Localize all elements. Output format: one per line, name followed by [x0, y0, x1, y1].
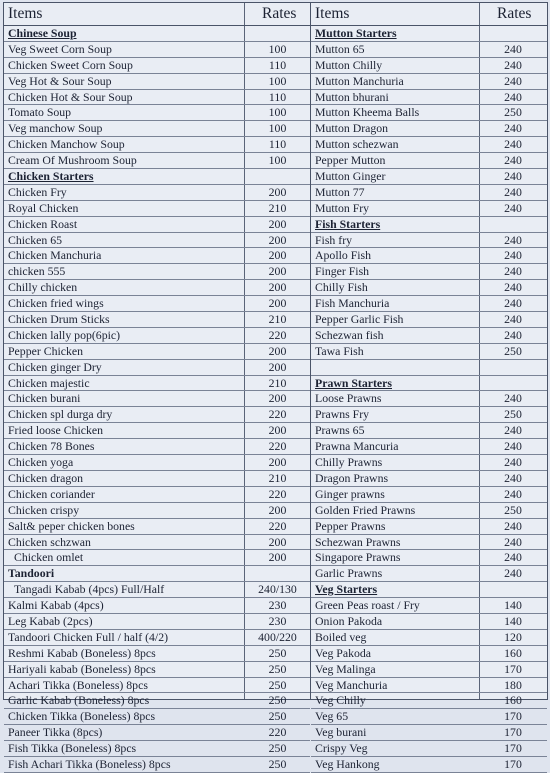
item-price: 110: [268, 89, 287, 104]
menu-item-row: [311, 296, 547, 312]
item-price: 400/220: [258, 629, 297, 644]
item-name: Veg Hankong: [315, 756, 380, 771]
menu-item-row: [4, 757, 310, 773]
item-price: 240: [504, 200, 522, 215]
menu-item-row: [4, 725, 310, 741]
item-price: 250: [268, 645, 287, 660]
section-heading-row: [311, 217, 547, 233]
menu-item-row: [311, 121, 547, 137]
item-name: Veg manchow Soup: [8, 121, 103, 136]
item-name: Ginger prawns: [315, 486, 385, 501]
item-price: 240: [504, 550, 522, 565]
item-name: Chicken 65: [8, 232, 63, 247]
menu-item-row: [4, 42, 310, 58]
item-name: Veg Malinga: [315, 661, 376, 676]
item-name: Chicken Manchuria: [8, 248, 102, 263]
item-name: Schezwan fish: [315, 327, 384, 342]
menu-item-row: [311, 709, 547, 725]
item-price: 200: [268, 216, 287, 231]
menu-item-row: [4, 201, 310, 217]
item-name: Tangadi Kabab (4pcs) Full/Half: [14, 582, 165, 597]
item-price: 100: [268, 121, 287, 136]
item-price: 200: [268, 550, 287, 565]
menu-item-row: [311, 725, 547, 741]
menu-item-row: [4, 248, 310, 264]
item-name: Kalmi Kabab (4pcs): [8, 598, 104, 613]
item-price: 240: [504, 57, 522, 72]
item-name: Tomato Soup: [8, 105, 72, 120]
section-heading-row: [311, 582, 547, 598]
menu-item-row: [311, 391, 547, 407]
left-header-row: [4, 3, 310, 26]
item-price: 240: [504, 184, 522, 199]
menu-item-row: [311, 423, 547, 439]
rates-header: Rates: [497, 5, 532, 22]
item-price: 240: [504, 486, 522, 501]
item-price: 240: [504, 73, 522, 88]
menu-item-row: [4, 328, 310, 344]
menu-item-row: [311, 646, 547, 662]
section-heading-row: [4, 169, 310, 185]
item-price: 250: [268, 661, 287, 676]
menu-item-row: [4, 344, 310, 360]
item-price: 240: [504, 327, 522, 342]
item-price: 170: [504, 725, 522, 740]
item-price: 140: [504, 613, 522, 628]
item-name: Mutton 77: [315, 184, 365, 199]
section-heading-row: [4, 26, 310, 42]
item-price: 160: [504, 645, 522, 660]
menu-item-row: [4, 630, 310, 646]
item-name: chicken 555: [8, 264, 66, 279]
item-price: 240: [504, 534, 522, 549]
item-name: Garlic Prawns: [315, 566, 383, 581]
item-price: 240/130: [258, 582, 297, 597]
item-name: Salt& peper chicken bones: [8, 518, 135, 533]
item-price: 240: [504, 232, 522, 247]
item-price: 170: [504, 741, 522, 756]
item-name: Fish Manchuria: [315, 296, 390, 311]
menu-item-row: [4, 407, 310, 423]
item-price: 240: [504, 153, 522, 168]
menu-item-row: [4, 423, 310, 439]
item-name: Mutton schezwan: [315, 137, 399, 152]
item-name: Green Peas roast / Fry: [315, 598, 420, 613]
item-name: Veg Manchuria: [315, 677, 388, 692]
item-name: Onion Pakoda: [315, 613, 383, 628]
item-name: Crispy Veg: [315, 741, 368, 756]
item-name: Fish Achari Tikka (Boneless) 8pcs: [8, 756, 171, 771]
item-price: 240: [504, 121, 522, 136]
menu-item-row: [4, 662, 310, 678]
item-price: 250: [268, 709, 287, 724]
item-price: 200: [268, 455, 287, 470]
item-price: 240: [504, 566, 522, 581]
item-name: Mutton bhurani: [315, 89, 389, 104]
item-name: Chicken dragon: [8, 470, 84, 485]
menu-item-row: [311, 90, 547, 106]
menu-item-row: [311, 185, 547, 201]
menu-item-row: [311, 741, 547, 757]
menu-item-row: [4, 598, 310, 614]
menu-item-row: [4, 105, 310, 121]
item-name: Fish fry: [315, 232, 353, 247]
item-price: 250: [268, 741, 287, 756]
item-price: 240: [504, 41, 522, 56]
item-price: 180: [504, 677, 522, 692]
item-name: Veg Sweet Corn Soup: [8, 41, 112, 56]
item-name: Prawns Fry: [315, 407, 370, 422]
item-name: Paneer Tikka (8pcs): [8, 725, 103, 740]
item-price: 220: [268, 486, 287, 501]
item-price: 120: [504, 629, 522, 644]
item-name: Singapore Prawns: [315, 550, 401, 565]
menu-item-row: [4, 678, 310, 694]
item-price: 240: [504, 312, 522, 327]
menu-item-row: [4, 614, 310, 630]
item-price: 170: [504, 661, 522, 676]
item-name: Hariyali kabab (Boneless) 8pcs: [8, 661, 156, 676]
menu-item-row: [4, 360, 310, 376]
menu-item-row: [4, 217, 310, 233]
item-name: Fish Tikka (Boneless) 8pcs: [8, 741, 137, 756]
item-price: 100: [268, 105, 287, 120]
items-header: Items: [8, 5, 43, 22]
menu-item-row: [4, 137, 310, 153]
item-price: 250: [268, 693, 287, 708]
menu-item-row: [4, 439, 310, 455]
item-name: Garlic Kabab (Boneless) 8pcs: [8, 693, 150, 708]
item-name: Cream Of Mushroom Soup: [8, 153, 137, 168]
menu-item-row: [311, 42, 547, 58]
item-price: 200: [268, 248, 287, 263]
menu-item-row: [4, 535, 310, 551]
item-price: 200: [268, 184, 287, 199]
menu-sheet: [3, 2, 548, 771]
menu-item-row: [4, 185, 310, 201]
item-price: 100: [268, 41, 287, 56]
item-price: 240: [504, 137, 522, 152]
menu-item-row: [4, 391, 310, 407]
item-price: 240: [504, 439, 522, 454]
menu-item-row: [311, 233, 547, 249]
section-heading-row: [311, 376, 547, 392]
item-name: Chilly Prawns: [315, 455, 383, 470]
menu-item-row: [4, 487, 310, 503]
section-heading-row: [311, 26, 547, 42]
section-title: Mutton Starters: [315, 26, 397, 40]
menu-item-row: [311, 169, 547, 185]
section-title: Veg Starters: [315, 582, 378, 597]
menu-item-row: [311, 662, 547, 678]
item-name: Chicken lally pop(6pic): [8, 327, 121, 342]
item-name: Chicken burani: [8, 391, 81, 406]
menu-item-row: [311, 201, 547, 217]
menu-item-row: [4, 280, 310, 296]
item-price: 210: [268, 312, 287, 327]
item-price: 220: [268, 327, 287, 342]
item-price: 250: [268, 677, 287, 692]
item-name: Mutton Chilly: [315, 57, 383, 72]
menu-item-row: [311, 312, 547, 328]
menu-item-row: [311, 535, 547, 551]
item-name: Prawns 65: [315, 423, 365, 438]
item-name: Chicken 78 Bones: [8, 439, 95, 454]
menu-item-row: [311, 503, 547, 519]
item-name: Golden Fried Prawns: [315, 502, 416, 517]
item-name: Chicken Roast: [8, 216, 78, 231]
items-header: Items: [315, 5, 350, 22]
menu-item-row: [4, 455, 310, 471]
menu-item-row: [311, 614, 547, 630]
item-name: Pepper Chicken: [8, 343, 84, 358]
item-price: 240: [504, 296, 522, 311]
item-price: 220: [268, 407, 287, 422]
item-price: 200: [268, 280, 287, 295]
menu-item-row: [4, 376, 310, 392]
item-name: Leg Kabab (2pcs): [8, 613, 93, 628]
item-price: 200: [268, 534, 287, 549]
item-price: 240: [504, 169, 522, 184]
item-price: 240: [504, 470, 522, 485]
menu-item-row: [311, 58, 547, 74]
item-price: 220: [268, 439, 287, 454]
menu-item-row: [4, 90, 310, 106]
item-name: Chicken fried wings: [8, 296, 104, 311]
item-name: Chilly chicken: [8, 280, 78, 295]
item-price: 220: [268, 518, 287, 533]
item-name: Tawa Fish: [315, 343, 364, 358]
menu-item-row: [311, 487, 547, 503]
menu-item-row: [311, 678, 547, 694]
left-menu-panel: [4, 3, 311, 771]
menu-item-row: [311, 757, 547, 773]
menu-item-row: [311, 455, 547, 471]
item-price: 250: [268, 756, 287, 771]
item-price: 250: [504, 502, 522, 517]
item-name: Chicken Sweet Corn Soup: [8, 57, 133, 72]
menu-item-row: [4, 582, 310, 598]
item-name: Mutton Kheema Balls: [315, 105, 420, 120]
item-name: Chicken schzwan: [8, 534, 91, 549]
menu-item-row: [4, 550, 310, 566]
item-name: Loose Prawns: [315, 391, 382, 406]
section-title: Prawn Starters: [315, 375, 392, 390]
item-name: Veg 65: [315, 709, 349, 724]
menu-item-row: [4, 264, 310, 280]
item-name: Pepper Mutton: [315, 153, 386, 168]
menu-item-row: [311, 264, 547, 280]
item-name: Mutton Ginger: [315, 169, 386, 184]
right-rows: [311, 26, 547, 773]
item-name: Dragon Prawns: [315, 470, 389, 485]
item-name: Chicken Fry: [8, 184, 67, 199]
item-price: 100: [268, 73, 287, 88]
menu-item-row: [4, 519, 310, 535]
menu-item-row: [311, 153, 547, 169]
item-price: 240: [504, 280, 522, 295]
item-name: Veg burani: [315, 725, 367, 740]
item-price: 110: [268, 57, 287, 72]
item-name: Chilly Fish: [315, 280, 368, 295]
item-price: 170: [504, 709, 522, 724]
item-name: Fried loose Chicken: [8, 423, 104, 438]
item-name: Chicken Tikka (Boneless) 8pcs: [8, 709, 156, 724]
section-heading-row: [4, 566, 310, 582]
menu-item-row: [311, 550, 547, 566]
item-name: Tandoori Chicken Full / half (4/2): [8, 629, 169, 644]
item-price: 240: [504, 89, 522, 104]
item-name: Achari Tikka (Boneless) 8pcs: [8, 677, 148, 692]
item-name: Veg Hot & Sour Soup: [8, 73, 112, 88]
item-price: 240: [504, 248, 522, 263]
menu-item-row: [311, 566, 547, 582]
item-name: Chicken yoga: [8, 455, 74, 470]
section-title: Fish Starters: [315, 216, 381, 231]
item-price: 240: [504, 391, 522, 406]
item-price: 240: [504, 423, 522, 438]
item-price: 170: [504, 756, 522, 771]
menu-item-row: [4, 709, 310, 725]
right-menu-panel: [311, 3, 547, 771]
item-name: Veg Pakoda: [315, 645, 372, 660]
item-price: 250: [504, 343, 522, 358]
item-price: 110: [268, 137, 287, 152]
item-price: 200: [268, 296, 287, 311]
item-price: 240: [504, 455, 522, 470]
menu-item-row: [311, 280, 547, 296]
item-price: 240: [504, 518, 522, 533]
menu-item-row: [4, 503, 310, 519]
menu-item-row: [4, 233, 310, 249]
item-name: Chicken ginger Dry: [8, 359, 102, 374]
item-price: 140: [504, 598, 522, 613]
section-title: Tandoori: [8, 566, 55, 581]
item-name: Royal Chicken: [8, 200, 79, 215]
menu-item-row: [311, 328, 547, 344]
menu-item-row: [311, 105, 547, 121]
item-name: Apollo Fish: [315, 248, 372, 263]
item-price: 250: [504, 105, 522, 120]
item-price: 210: [268, 375, 287, 390]
item-price: 200: [268, 359, 287, 374]
item-name: Chicken crispy: [8, 502, 80, 517]
menu-item-row: [4, 646, 310, 662]
item-name: Schezwan Prawns: [315, 534, 401, 549]
item-name: Mutton Fry: [315, 200, 370, 215]
item-price: 160: [504, 693, 522, 708]
menu-item-row: [4, 296, 310, 312]
item-name: Chicken coriander: [8, 486, 95, 501]
item-price: 200: [268, 423, 287, 438]
item-price: 250: [504, 407, 522, 422]
item-price: 200: [268, 343, 287, 358]
item-price: 200: [268, 264, 287, 279]
menu-item-row: [4, 121, 310, 137]
item-name: Prawna Mancuria: [315, 439, 399, 454]
menu-item-row: [311, 407, 547, 423]
item-name: Finger Fish: [315, 264, 370, 279]
menu-item-row: [311, 519, 547, 535]
menu-item-row: [311, 74, 547, 90]
item-name: Boiled veg: [315, 629, 367, 644]
menu-item-row: [4, 741, 310, 757]
item-name: Mutton 65: [315, 41, 365, 56]
item-name: Pepper Prawns: [315, 518, 386, 533]
menu-item-row: [4, 74, 310, 90]
item-name: Chicken omlet: [14, 550, 84, 565]
item-price: 230: [268, 613, 287, 628]
menu-item-row: [311, 471, 547, 487]
item-name: Mutton Manchuria: [315, 73, 404, 88]
menu-item-row: [311, 439, 547, 455]
menu-item-row: [4, 153, 310, 169]
item-name: Pepper Garlic Fish: [315, 312, 404, 327]
menu-item-row: [311, 693, 547, 709]
menu-item-row: [311, 360, 547, 376]
item-name: Chicken Manchow Soup: [8, 137, 125, 152]
item-name: Chicken majestic: [8, 375, 90, 390]
left-rows: [4, 26, 310, 773]
item-price: 220: [268, 725, 287, 740]
item-price: 230: [268, 598, 287, 613]
item-price: 100: [268, 153, 287, 168]
item-name: Chicken spl durga dry: [8, 407, 113, 422]
item-price: 200: [268, 502, 287, 517]
item-name: Mutton Dragon: [315, 121, 389, 136]
menu-item-row: [4, 312, 310, 328]
item-name: Chicken Hot & Sour Soup: [8, 89, 133, 104]
item-price: 210: [268, 470, 287, 485]
item-price: 240: [504, 264, 522, 279]
item-price: 210: [268, 200, 287, 215]
menu-item-row: [311, 248, 547, 264]
rates-header: Rates: [262, 5, 297, 22]
item-name: Reshmi Kabab (Boneless) 8pcs: [8, 645, 156, 660]
section-title: Chicken Starters: [8, 169, 94, 184]
menu-item-row: [311, 598, 547, 614]
right-header-row: [311, 3, 547, 26]
menu-item-row: [311, 630, 547, 646]
section-title: Chinese Soup: [8, 26, 77, 40]
menu-item-row: [4, 471, 310, 487]
menu-item-row: [311, 137, 547, 153]
menu-item-row: [4, 693, 310, 709]
menu-item-row: [4, 58, 310, 74]
menu-item-row: [311, 344, 547, 360]
item-name: Chicken Drum Sticks: [8, 312, 110, 327]
item-price: 200: [268, 232, 287, 247]
item-name: Veg Chilly: [315, 693, 366, 708]
item-price: 200: [268, 391, 287, 406]
